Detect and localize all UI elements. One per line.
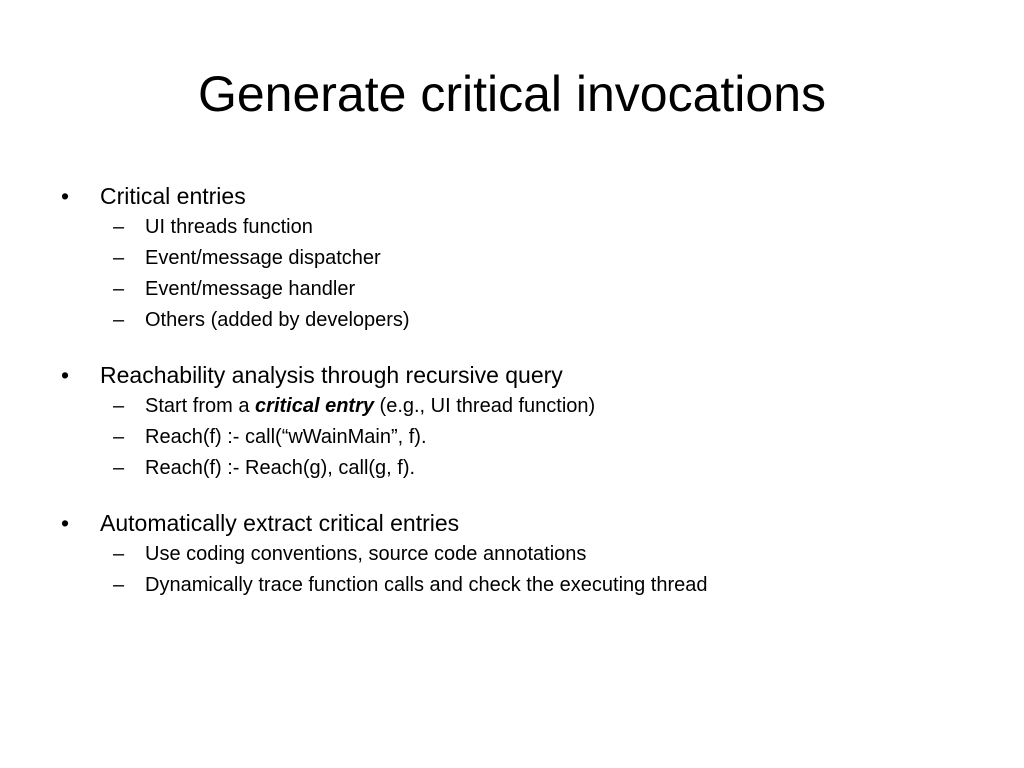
dash-icon: – [113,543,125,565]
sub-item [58,570,978,601]
dash-icon: – [113,457,125,479]
slide-title: Generate critical invocations [197,66,827,122]
section-automatic-extraction [58,507,978,601]
sub-item-text: Reach(f) :- Reach(g), call(g, f). [145,457,416,479]
bullet-icon: • [60,510,70,536]
sub-item [58,453,978,484]
sub-item-text: Event/message handler [145,278,356,300]
sub-item [58,305,978,336]
sub-item-text [145,395,595,417]
dash-icon: – [113,309,125,331]
sub-item-text: UI threads function [145,216,313,238]
dash-icon: – [113,426,125,448]
sub-item-text: Event/message dispatcher [145,247,381,269]
dash-icon: – [113,395,125,417]
sub-item [58,212,978,243]
emphasized-term: critical entry [255,395,374,417]
sub-item-text: Others (added by developers) [145,309,410,331]
sub-item [58,274,978,305]
bullet-icon: • [60,362,70,388]
sub-item-prefix: Start from a [145,395,256,417]
bullet-icon: • [60,183,70,209]
bullet-text: Reachability analysis through recursive query [100,362,563,388]
sub-item [58,539,978,570]
bullet-text: Automatically extract critical entries [100,510,460,536]
slide-body [58,180,978,624]
bullet-text: Critical entries [100,183,246,209]
sub-item [58,391,978,422]
sub-item-text: Dynamically trace function calls and check the executing thread [145,574,708,596]
section-critical-entries [58,180,978,336]
bullet-item [58,507,978,539]
dash-icon: – [113,216,125,238]
dash-icon: – [113,574,125,596]
sub-item-suffix: (e.g., UI thread function) [373,395,596,417]
dash-icon: – [113,278,125,300]
dash-icon: – [113,247,125,269]
sub-item [58,422,978,453]
sub-item-text: Use coding conventions, source code annotations [145,543,587,565]
section-reachability-analysis [58,359,978,484]
bullet-item [58,180,978,212]
bullet-item [58,359,978,391]
sub-item [58,243,978,274]
sub-item-text: Reach(f) :- call(“wWainMain”, f). [145,426,427,448]
